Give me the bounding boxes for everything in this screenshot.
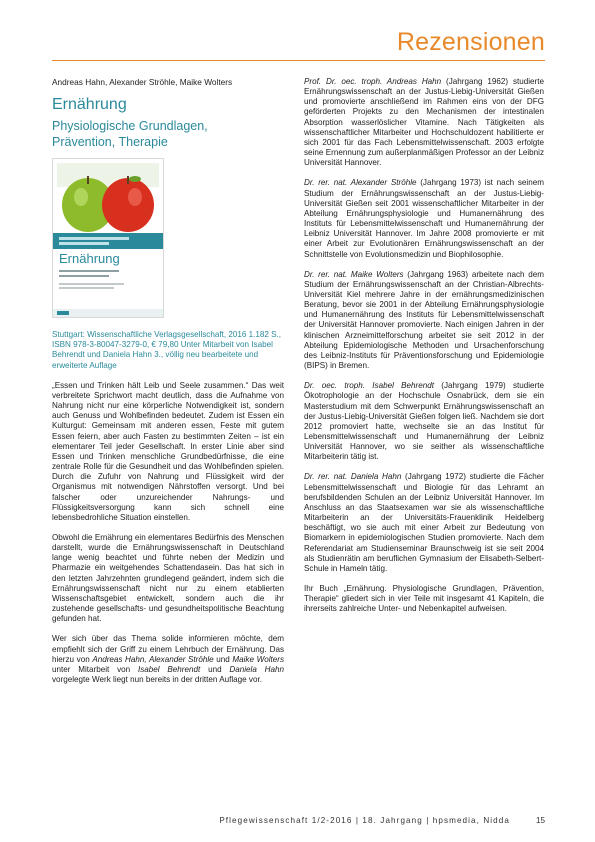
author-name: Dr. oec. troph. Isabel Behrendt xyxy=(304,381,434,391)
author-name: Andreas Hahn, Alexander Ströhle xyxy=(92,654,214,664)
right-column xyxy=(304,77,544,625)
book-cover xyxy=(52,158,164,318)
book-title: Ernährung xyxy=(52,96,127,114)
review-paragraph-2: Obwohl die Ernährung ein elementares Bedürfnis des Menschen darstellt, wurde die Ernährungswissenschaft in Deutschland lange wenig beachtet und führte neben der Medizin und Pharmazie ein weitgehendes Schattendasein. Das hat sich in den letzten Jahrzehnten grundlegend geändert, indem sich die Ernährungswissenschaft nicht nur zu einem etablierten Wissenschaftsgebiet entwickelt, sondern auch die ihr zustehende gesellschafts- und gesundheitspolitische Beachtung gefunden hat. xyxy=(52,532,284,624)
p3-text-c: unter Mitarbeit von xyxy=(52,664,138,674)
author-name: Maike Wolters xyxy=(232,654,284,664)
author-name: Prof. Dr. oec. troph. Andreas Hahn xyxy=(304,77,442,86)
bibliographic-info: Stuttgart: Wissenschaftliche Verlagsgesellschaft, 2016 1.182 S., ISBN 978-3-80047-3279-0, € 79,80 Unter Mitarbeit von Isabel Behrendt und Daniela Hahn 3., völlig neu bearbeitete und erweiterte Auflage xyxy=(52,330,281,370)
p3-text-b: und xyxy=(213,654,233,664)
book-cover-art xyxy=(53,159,163,317)
p3-text-d: und xyxy=(200,664,230,674)
book-subtitle xyxy=(52,118,284,150)
bio-text: (Jahrgang 1979) studierte Ökotrophologie an der Hochschule Osnabrück, dem sie ein Masterstudium mit dem Schwerpunkt Ernährungswissenschaft an der Justus-Liebig-Universität Gießen folgen ließ. Nachdem sie dort 2012 promoviert hatte, wechselte sie an das Institut für Lebensmittelwissenschaft und Humanernährung der Leibniz Universität Hannover, wo sie seither als wissenschaftliche Mitarbeiterin tätig ist. xyxy=(304,381,544,462)
bio-text: (Jahrgang 1973) ist nach seinem Studium der Ernährungswissenschaft an der Justus-Liebig-Universität Gießen seit 2001 wissenschaftlicher Mitarbeiter in der Abteilung Ernährungsphysiologie und Humanernährung des Instituts für Lebensmittelwissenschaft und Humanernährung der Leibniz Universität Hannover. Im Jahre 2008 promovierte er mit einer Arbeit zur Evolutionären Ernährungswissenschaft an der Schnittstelle von Evolutionsmedizin und Biophilosophie. xyxy=(304,178,544,259)
section-title: Rezensionen xyxy=(396,28,545,56)
review-paragraph-3 xyxy=(52,634,284,685)
author-bio-behrendt xyxy=(304,381,544,462)
review-paragraph-1: „Essen und Trinken hält Leib und Seele zusammen.“ Das weit verbreitete Sprichwort macht deutlich, dass die Aufnahme von Nahrung nicht nur eine körperliche Notwendigkeit ist, sondern auch Genuss und Wohlbefinden bedeutet. Zudem ist Essen ein Kulturgut: Gemeinsam mit anderen essen, Feste mit gutem Essen feiern, aber auch Fasten zu bestimmten Zeiten – ist ein elementarer Teil jeder Gesellschaft. In erster Linie aber sind Essen und Trinken menschliche Grundbedürfnisse, die eine zentrale Rolle für die Gesundheit und das Wohlbefinden spielen. Durch die Zufuhr von Nahrung und Flüssigkeit wird der Organismus mit notwendigen Nährstoffen versorgt. Und bei falscher oder unzureichender Nahrungs- und Flüssigkeitsversorgung kann sich schnell eine lebensbedrohliche Situation einstellen. xyxy=(52,380,284,522)
page-number: 15 xyxy=(535,816,545,825)
author-name: Dr. rer. nat. Daniela Hahn xyxy=(304,472,402,482)
bio-text: (Jahrgang 1962) studierte Ernährungswissenschaft an der Justus-Liebig-Universität Gießen und promovierte anschließend im Rahmen eins von der DFG geförderten Projekts zu den Mechanismen der intestinalen Absorption wasserlöslicher Vitamine. Nach Tätigkeiten als wissenschaftlicher Mitarbeiter und Hochschuldozent habilitierte er sich 2001 für das Fach Lebensmittelwissenschaft. 2003 erfolgte seine Ernennung zum außerplanmäßigen Professor an der Leibniz Universität Hannover. xyxy=(304,77,545,168)
left-column xyxy=(52,77,284,695)
bio-text: (Jahrgang 1963) arbeitete nach dem Studium der Ernährungswissenschaft an der Christian-Albrechts-Universität Kiel mehrere Jahre in der ernährungsmedizinischen Beratung, bevor sie 2001 in der Abteilung Ernährungsphysiologie und Humanernährung des Instituts für Lebensmittelwissenschaft der Universität Hannover promovierte. Nach einigen Jahren in der klinischen Arzneimittelforschung arbeitet sie seit 2012 in der Abteilung Epidemiologische Methoden und Ursachenforschung des Leibniz-Instituts für Präventionsforschung und Epidemiologie (BIPS) in Bremen. xyxy=(304,269,544,371)
bio-text: (Jahrgang 1972) studierte die Fächer Lebensmittelwissenschaft und Biologie für das Lehramt an berufsbildenden Schulen an der Leibniz Universität Hannover. Im Anschluss an das Staatsexamen war sie als wissenschaftliche Mitarbeiterin an der Universitäts-Frauenklinik Heidelberg beschäftigt, wo sie auch mit einer Arbeit zur Bedeutung von Biomarkern in epidemiologischen Studien promovierte. Nach dem Referendariat am Studienseminar Braunschweig ist sie seit 2004 als Studienrätin am beruflichen Gymnasium der Elisabeth-Selbert-Schule in Hameln tätig. xyxy=(304,472,544,573)
cover-title: Ernährung xyxy=(59,251,120,267)
footer-journal-info: Pflegewissenschaft 1/2-2016 | 18. Jahrgang | hpsmedia, Nidda xyxy=(219,816,510,825)
book-structure-paragraph: Ihr Buch „Ernährung. Physiologische Grundlagen, Prävention, Therapie“ gliedert sich in vier Teile mit insgesamt 41 Kapiteln, die ihrerseits zahlreiche Unter- und Nebenkapitel aufweisen. xyxy=(304,584,544,614)
author-name: Dr. rer. nat. Maike Wolters xyxy=(304,269,404,279)
author-bio-stroehle xyxy=(304,178,544,259)
author-bio-wolters xyxy=(304,270,544,372)
p3-text-e: vorgelegte Werk liegt nun bereits in der dritten Auflage vor. xyxy=(52,675,262,684)
author-name: Isabel Behrendt xyxy=(137,664,201,674)
p3-text-a: Wer sich über das Thema solide informieren möchte, dem empfiehlt sich der Griff zu einem Lehrbuch der Ernährung. Das hierzu von xyxy=(52,634,284,664)
header-divider xyxy=(52,60,545,61)
book-subtitle-line2: Prävention, Therapie xyxy=(52,135,168,150)
book-authors: Andreas Hahn, Alexander Ströhle, Maike Wolters xyxy=(52,77,233,87)
book-subtitle-line1: Physiologische Grundlagen, xyxy=(52,119,208,134)
author-bio-hahn xyxy=(304,77,544,168)
author-name: Daniela Hahn xyxy=(229,664,285,674)
author-bio-daniela-hahn xyxy=(304,472,544,574)
author-name: Dr. rer. nat. Alexander Ströhle xyxy=(304,178,417,188)
